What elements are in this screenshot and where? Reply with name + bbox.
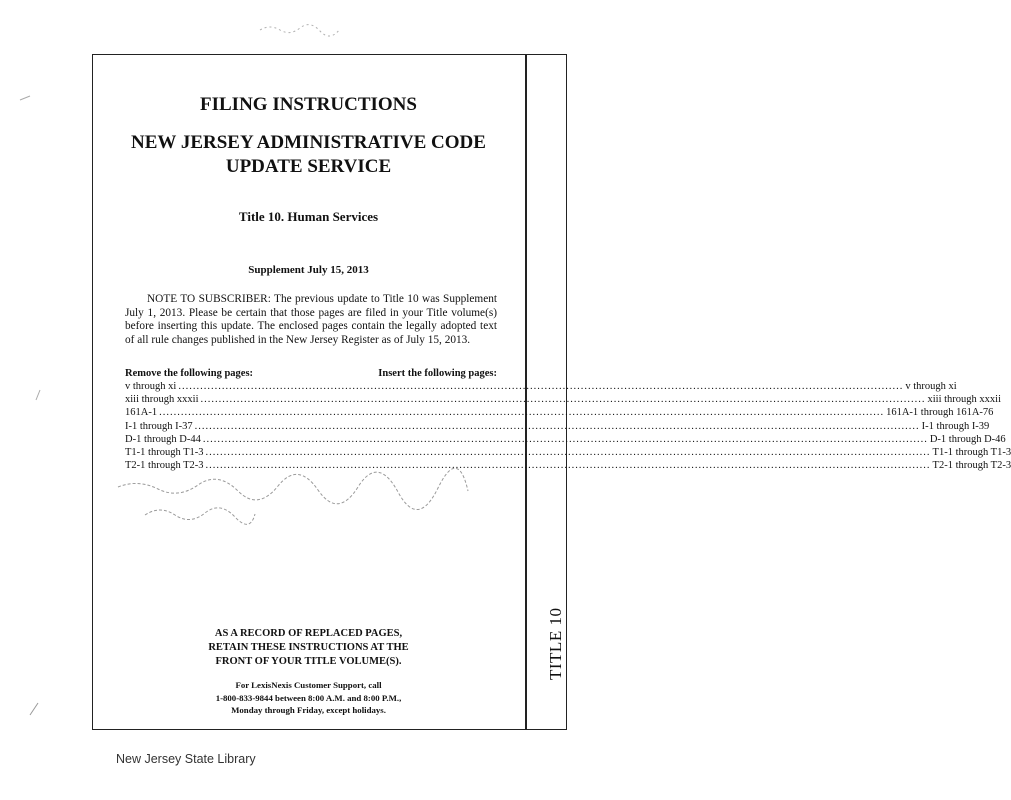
remove-page-range: D-1 through D-44 [125, 433, 201, 445]
record-line2: RETAIN THESE INSTRUCTIONS AT THE [208, 642, 409, 653]
leader-dots: ........................................................................................................................................................................................................ [194, 420, 920, 432]
insert-page-range: T1-1 through T1-3 [932, 447, 1011, 459]
insert-page-range: 161A-1 through 161A-76 [886, 407, 994, 419]
title-tab-label: TITLE 10 [546, 607, 565, 680]
leader-dots: ........................................................................................................................................................................................................ [178, 381, 904, 392]
note-to-subscriber: NOTE TO SUBSCRIBER: The previous update to Title 10 was Supplement July 1, 2013. Please be certain that those pages are filed in your Title volume(s) before inserting this update. The enclosed pages contain the legally adopted text of all rule changes published in the New Jersey Register as of July 15, 2013. [125, 293, 497, 346]
remove-page-range: I-1 through I-37 [125, 420, 193, 432]
code-title-line2: UPDATE SERVICE [225, 156, 392, 177]
leader-dots: ........................................................................................................................................................................................................ [200, 394, 926, 406]
insert-page-range: T2-1 through T2-3 [932, 460, 1011, 472]
remove-page-range: T1-1 through T1-3 [125, 447, 204, 459]
insert-page-range: I-1 through I-39 [921, 420, 990, 432]
insert-pages-header: Insert the following pages: [378, 368, 497, 379]
remove-page-range: xiii through xxxii [125, 394, 199, 406]
leader-dots: ........................................................................................................................................................................................................ [159, 407, 885, 419]
remove-page-range: v through xi [125, 381, 177, 392]
record-line1: AS A RECORD OF REPLACED PAGES, [214, 628, 403, 639]
title-subtitle: Title 10. Human Services [238, 209, 379, 224]
leader-dots: ........................................................................................................................................................................................................ [202, 433, 928, 445]
remove-pages-header: Remove the following pages: [125, 368, 254, 379]
supplement-date: Supplement July 15, 2013 [248, 264, 369, 276]
filing-instructions-heading: FILING INSTRUCTIONS [200, 94, 417, 115]
contact-line3: Monday through Friday, except holidays. [231, 705, 386, 715]
contact-line2: 1-800-833-9844 between 8:00 A.M. and 8:00 P.M., [215, 692, 402, 703]
insert-page-range: D-1 through D-46 [929, 433, 1006, 445]
leader-dots: ........................................................................................................................................................................................................ [205, 447, 931, 459]
contact-line1: For LexisNexis Customer Support, call [235, 680, 382, 690]
remove-page-range: T2-1 through T2-3 [125, 460, 204, 472]
code-title-line1: NEW JERSEY ADMINISTRATIVE CODE [131, 132, 486, 153]
remove-page-range: 161A-1 [125, 407, 158, 419]
record-line3: FRONT OF YOUR TITLE VOLUME(S). [215, 656, 402, 667]
library-stamp: New Jersey State Library [116, 752, 256, 766]
insert-page-range: v through xi [905, 381, 957, 392]
leader-dots: ........................................................................................................................................................................................................ [205, 460, 931, 472]
insert-page-range: xiii through xxxii [927, 394, 1001, 406]
